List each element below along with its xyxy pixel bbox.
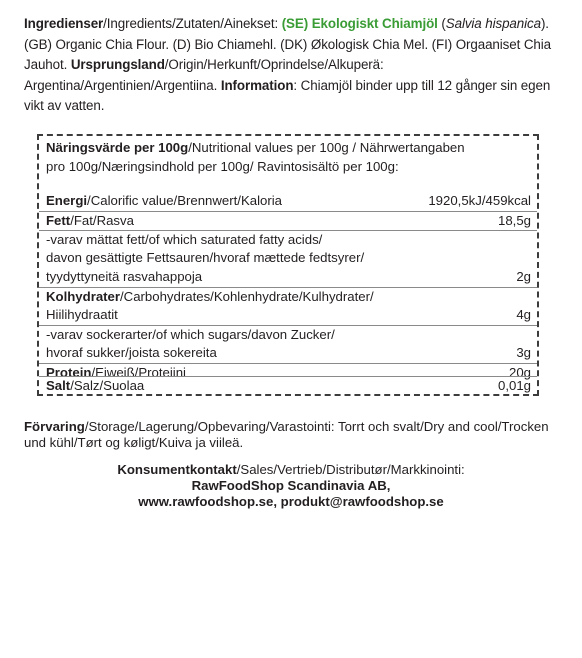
contact-label: Konsumentkontakt [117, 462, 237, 477]
row-label: davon gesättigte Fettsauren/hvoraf mættede fedtsyrer/ [46, 250, 365, 265]
nutrition-row-carbohydrates-2 [39, 306, 537, 325]
nutrition-row-sugars-2 [39, 344, 537, 363]
row-label-bold: Protein [46, 365, 92, 380]
contact-label-translations: /Sales/Vertrieb/Distributør/Markkinointi: [236, 462, 465, 477]
nutrition-row-sugars-1 [39, 325, 537, 345]
nutrition-row-salt [39, 376, 537, 396]
latin-name: Salvia hispanica [445, 16, 541, 31]
nutrition-header-translations: /Nutritional values per 100g / Nährwertangaben pro 100g/Næringsindhold per 100g/ Ravintosisältö per 100g: [46, 140, 465, 174]
row-label: -varav mättat fett/of which saturated fatty acids/ [46, 232, 323, 247]
storage-paragraph [24, 419, 564, 451]
storage-label: Förvaring [24, 419, 85, 434]
row-label-bold: Fett [46, 213, 71, 228]
product-translations: ). (GB) Organic Chia Flour. (D) Bio Chiamehl. (DK) Økologisk Chia Mel. (FI) Orgaaniset Chia Jauhot. [24, 16, 551, 72]
ingredients-paragraph: Ingredienser/Ingredients/Zutaten/Ainekset: (SE) Ekologiskt Chiamjöl (Salvia hispanica). (GB) Organic Chia Flour. (D) Bio Chiamehl. (DK) Økologisk Chia Mel. (FI) Orgaaniset Chia Jauhot. Ursprungsland/Origin/Herkunft/Oprindelse/Alkuperä: Argentina/Argentinien/Argentiina. Information: Chiamjöl binder upp till 12 gånger sin egen vikt av vatten. [24, 16, 551, 113]
row-label: /Fat/Rasva [70, 213, 134, 228]
row-label: /Eiweiß/Proteiini [91, 365, 186, 380]
row-label-bold: Kolhydrater [46, 289, 121, 304]
row-label-bold: Energi [46, 193, 88, 208]
row-label: tyydyttyneitä rasvahappoja [46, 269, 203, 284]
ingredients-label: Ingredienser [24, 16, 104, 31]
row-label: hvoraf sukker/joista sokereita [46, 345, 217, 360]
nutrition-row-saturated-3 [39, 268, 537, 287]
row-value: 0,01g [497, 378, 531, 393]
information-text: : Chiamjöl binder upp till 12 gånger sin egen vikt av vatten. [24, 77, 551, 113]
nutrition-table [37, 134, 539, 396]
company-name: RawFoodShop Scandinavia AB, [191, 478, 391, 493]
row-label-bold: Salt [46, 378, 71, 393]
origin-text: /Origin/Herkunft/Oprindelse/Alkuperä: Argentina/Argentinien/Argentiina. [24, 57, 384, 93]
nutrition-row-energy [39, 192, 537, 211]
row-label: /Salz/Suolaa [70, 378, 145, 393]
row-value: 18,5g [497, 213, 531, 228]
origin-label: Ursprungsland [70, 57, 165, 72]
row-label: -varav sockerarter/of which sugars/davon Zucker/ [46, 327, 335, 342]
product-name: (SE) Ekologiskt Chiamjöl [281, 16, 438, 31]
contact-heading [0, 462, 582, 478]
row-value: 2g [516, 269, 531, 284]
nutrition-row-saturated-1 [39, 230, 537, 250]
nutrition-row-fat [39, 211, 537, 231]
consumer-contact [0, 462, 582, 510]
row-label: Hiilihydraatit [46, 307, 118, 322]
row-label: /Calorific value/Brennwert/Kaloria [87, 193, 283, 208]
nutrition-row-carbohydrates [39, 287, 537, 307]
row-value: 1920,5kJ/459kcal [428, 193, 531, 208]
ingredients-label-translations: /Ingredients/Zutaten/Ainekset: [103, 16, 282, 31]
row-value: 20g [508, 365, 531, 380]
storage-text: /Storage/Lagerung/Opbevaring/Varastointi: Torrt och svalt/Dry and cool/Trocken und kühl/Tørt og køligt/Kuiva ja viileä. [24, 419, 549, 450]
information-label: Information [220, 77, 294, 93]
nutrition-row-saturated-2 [39, 249, 537, 268]
row-label: /Carbohydrates/Kohlenhydrate/Kulhydrater/ [120, 289, 374, 304]
row-value: 4g [516, 307, 531, 322]
nutrition-header [46, 139, 466, 176]
row-value: 3g [516, 345, 531, 360]
web-and-email: www.rawfoodshop.se, produkt@rawfoodshop.se [138, 494, 444, 509]
nutrition-header-label: Näringsvärde per 100g [46, 140, 189, 155]
